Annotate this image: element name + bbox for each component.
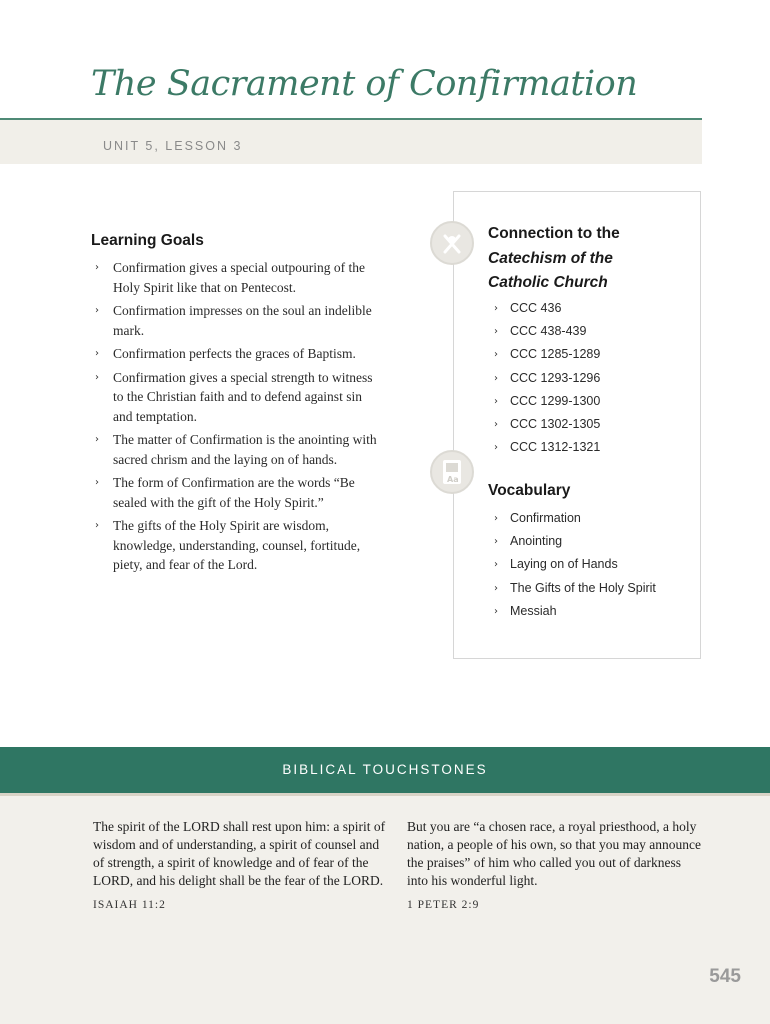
quote-text: The spirit of the LORD shall rest upon him: a spirit of wisdom and of understanding, a spirit of counsel and of strength, a spirit of knowledge and of fear of the LORD, and his delight shall be the fear of the LORD. bbox=[93, 819, 386, 888]
vocabulary-term: The Gifts of the Holy Spirit bbox=[510, 580, 656, 595]
chevron-right-icon: › bbox=[95, 477, 99, 488]
vocabulary-term: Anointing bbox=[510, 534, 563, 549]
goal-text: The gifts of the Holy Spirit are wisdom, knowledge, understanding, counsel, fortitude, piety, and fear of the Lord. bbox=[113, 518, 361, 572]
unit-band bbox=[0, 118, 702, 164]
chevron-right-icon: › bbox=[494, 582, 498, 594]
page-number: 545 bbox=[709, 966, 741, 987]
biblical-touchstones-body bbox=[0, 796, 770, 1024]
chevron-right-icon: › bbox=[494, 326, 498, 338]
learning-goals-list bbox=[91, 258, 381, 575]
list-item bbox=[91, 473, 381, 512]
ccc-reference: CCC 1285-1289 bbox=[510, 347, 601, 362]
chevron-right-icon: › bbox=[494, 559, 498, 571]
goal-text: Confirmation gives a special outpouring of the Holy Spirit like that on Pentecost. bbox=[113, 260, 365, 295]
vocabulary-term: Messiah bbox=[510, 603, 557, 618]
ccc-reference: CCC 1299-1300 bbox=[510, 393, 601, 408]
catechism-heading bbox=[488, 222, 698, 296]
chevron-right-icon: › bbox=[494, 418, 498, 430]
dictionary-icon bbox=[430, 450, 474, 494]
vocabulary-term: Laying on of Hands bbox=[510, 557, 618, 572]
catechism-list bbox=[490, 300, 600, 462]
vocabulary-term: Confirmation bbox=[510, 511, 581, 525]
goal-text: The form of Confirmation are the words “Be sealed with the gift of the Holy Spirit.” bbox=[113, 475, 355, 510]
biblical-touchstones-banner bbox=[0, 747, 770, 796]
ccc-reference: CCC 436 bbox=[510, 301, 562, 315]
chevron-right-icon: › bbox=[494, 442, 498, 454]
scripture-quote bbox=[407, 818, 702, 911]
ccc-reference: CCC 1302-1305 bbox=[510, 416, 601, 431]
goal-text: The matter of Confirmation is the anointing with sacred chrism and the laying on of hands. bbox=[113, 432, 377, 467]
list-item bbox=[490, 580, 656, 603]
ccc-reference: CCC 1293-1296 bbox=[510, 370, 601, 385]
learning-goals bbox=[91, 232, 381, 579]
catechism-heading-line: Catholic Church bbox=[488, 274, 608, 291]
list-item bbox=[490, 603, 656, 626]
list-item bbox=[490, 346, 600, 369]
goal-text: Confirmation perfects the graces of Baptism. bbox=[113, 346, 356, 361]
list-item bbox=[91, 516, 381, 575]
biblical-touchstones-heading: BIBLICAL TOUCHSTONES bbox=[282, 762, 488, 777]
page-title: The Sacrament of Confirmation bbox=[91, 64, 638, 104]
goal-text: Confirmation gives a special strength to witness to the Christian faith and to defend against sin and temptation. bbox=[113, 369, 373, 424]
chevron-right-icon: › bbox=[494, 536, 498, 548]
ccc-reference: CCC 1312-1321 bbox=[510, 440, 601, 455]
scripture-quote bbox=[93, 818, 388, 911]
catechism-heading-line: Catechism of the bbox=[488, 249, 613, 267]
chevron-right-icon: › bbox=[95, 371, 99, 383]
list-item bbox=[91, 368, 381, 427]
list-item bbox=[490, 300, 600, 323]
list-item bbox=[91, 430, 381, 469]
chevron-right-icon: › bbox=[494, 395, 498, 407]
svg-text:Aa: Aa bbox=[447, 475, 459, 484]
chevron-right-icon: › bbox=[494, 605, 498, 617]
learning-goals-heading: Learning Goals bbox=[91, 232, 204, 249]
quote-reference: 1 PETER 2:9 bbox=[407, 899, 480, 911]
list-item bbox=[490, 533, 656, 556]
list-item bbox=[91, 258, 381, 297]
chevron-right-icon: › bbox=[494, 349, 498, 361]
vocabulary-heading: Vocabulary bbox=[488, 482, 571, 499]
list-item bbox=[490, 323, 600, 346]
list-item bbox=[490, 393, 600, 416]
quote-reference: ISAIAH 11:2 bbox=[93, 899, 166, 911]
papal-keys-icon bbox=[430, 221, 474, 265]
chevron-right-icon: › bbox=[95, 262, 99, 273]
chevron-right-icon: › bbox=[95, 520, 99, 531]
chevron-right-icon: › bbox=[494, 513, 498, 524]
list-item bbox=[490, 370, 600, 393]
list-item bbox=[490, 556, 656, 579]
chevron-right-icon: › bbox=[494, 372, 498, 384]
list-item bbox=[91, 301, 381, 340]
unit-label: UNIT 5, LESSON 3 bbox=[103, 139, 243, 153]
quote-text: But you are “a chosen race, a royal priesthood, a holy nation, a people of his own, so that you may announce the praises” of him who called you out of darkness into his wonderful light. bbox=[407, 819, 701, 888]
list-item bbox=[490, 510, 656, 533]
list-item bbox=[91, 344, 381, 364]
chevron-right-icon: › bbox=[95, 305, 99, 316]
goal-text: Confirmation impresses on the soul an indelible mark. bbox=[113, 303, 372, 338]
list-item bbox=[490, 439, 600, 462]
chevron-right-icon: › bbox=[494, 303, 498, 314]
chevron-right-icon: › bbox=[95, 348, 99, 359]
list-item bbox=[490, 416, 600, 439]
ccc-reference: CCC 438-439 bbox=[510, 324, 587, 339]
vocabulary-list bbox=[490, 510, 656, 626]
catechism-heading-line: Connection to the bbox=[488, 225, 620, 242]
chevron-right-icon: › bbox=[95, 434, 99, 445]
